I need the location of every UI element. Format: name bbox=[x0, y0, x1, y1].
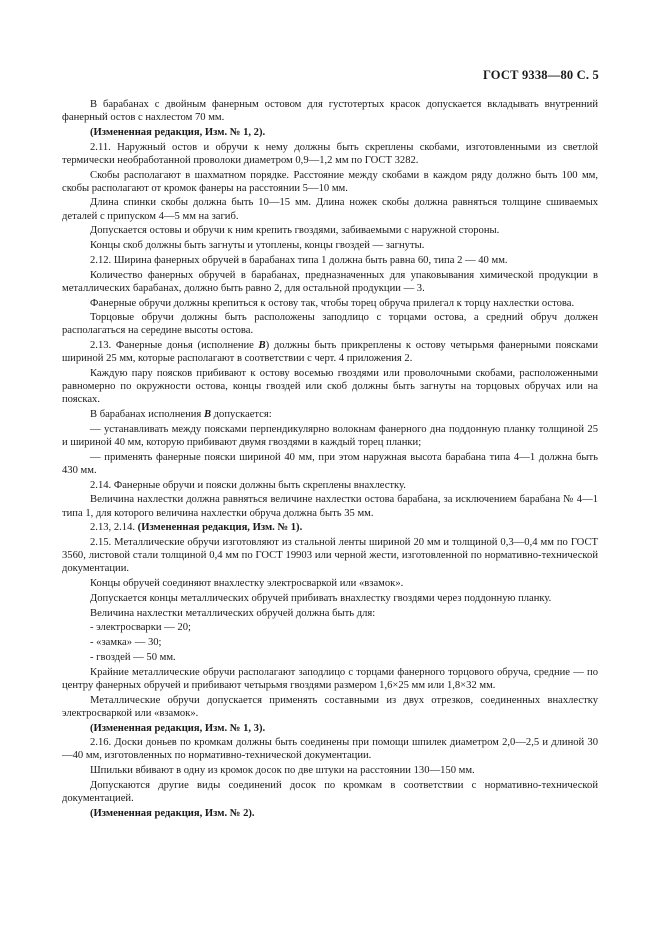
clause-2-14: 2.14. Фанерные обручи и пояски должны быть скреплены внахлестку. bbox=[90, 479, 406, 491]
paragraph: В барабанах с двойным фанерным остовом для густотертых красок допускается вкладывать внутренний фанерный остов с нахлестом 70 мм. bbox=[62, 99, 598, 124]
amendment-note: 2.13, 2.14. (Измененная редакция, Изм. № 1). bbox=[90, 522, 303, 534]
list-item: - «замка» — 30; bbox=[90, 637, 162, 649]
paragraph: Длина спинки скобы должна быть 10—15 мм. Длина ножек скобы должна равняться толщине сшиваемых деталей с припуском 4—5 мм на загиб. bbox=[62, 197, 598, 222]
paragraph: Фанерные обручи должны крепиться к остову так, чтобы торец обруча прилегал к торцу нахлестки остова. bbox=[90, 297, 575, 309]
document-body bbox=[62, 98, 598, 822]
list-item: - электросварки — 20; bbox=[90, 622, 191, 634]
clause-2-16: 2.16. Доски доньев по кромкам должны быть соединены при помощи шпилек диаметром 2,0—2,5 и длиной 30—40 мм, изготовленных по нормативно-технической документации. bbox=[62, 737, 598, 762]
list-item: — устанавливать между поясками перпендикулярно волокнам фанерного дна поддонную планку толщиной 25 и шириной 40 мм, которую прибивают двумя гвоздями в каждый торец планки; bbox=[62, 423, 598, 449]
clause-2-15: 2.15. Металлические обручи изготовляют из стальной ленты шириной 20 мм и толщиной 0,3—0,4 мм по ГОСТ 3560, листовой стали толщиной 0,4 мм по ГОСТ 19903 или черной жести, изготовленной по нормативно-технической документации. bbox=[62, 537, 598, 575]
paragraph: В барабанах исполнения В допускается: bbox=[90, 409, 272, 421]
page-header: ГОСТ 9338—80 С. 5 bbox=[482, 68, 599, 82]
clause-2-13: 2.13. Фанерные донья (исполнение В) должны быть прикреплены к остову четырьмя фанерными поясками шириной 25 мм, которые располагают в соответствии с черт. 4 приложения 2. bbox=[62, 340, 598, 365]
paragraph: Торцовые обручи должны быть расположены заподлицо с торцами остова, а средний обруч должен располагаться на середине высоты остова. bbox=[62, 312, 598, 337]
paragraph: Допускается концы металлических обручей прибивать внахлестку гвоздями через поддонную планку. bbox=[90, 592, 552, 604]
list-item: - гвоздей — 50 мм. bbox=[90, 651, 176, 663]
paragraph: Металлические обручи допускается применять составными из двух отрезков, соединенных внахлестку электросваркой или «взамок». bbox=[62, 694, 598, 719]
paragraph: Допускается остовы и обручи к ним крепить гвоздями, забиваемыми с наружной стороны. bbox=[90, 225, 500, 237]
amendment-note: (Измененная редакция, Изм. № 2). bbox=[90, 807, 255, 819]
paragraph: Шпильки вбивают в одну из кромок досок по две штуки на расстоянии 130—150 мм. bbox=[90, 765, 475, 777]
clause-2-12: 2.12. Ширина фанерных обручей в барабанах типа 1 должна быть равна 60, типа 2 — 40 мм. bbox=[90, 254, 508, 266]
amendment-note: (Измененная редакция, Изм. № 1, 2). bbox=[90, 126, 266, 138]
paragraph: Крайние металлические обручи располагают заподлицо с торцами фанерного торцового обруча, средние — по центру фанерных обручей и прибивают четырьмя гвоздями размером 1,6×25 мм или 1,8×32 мм. bbox=[62, 666, 598, 691]
amendment-note: (Измененная редакция, Изм. № 1, 3). bbox=[90, 722, 266, 734]
clause-2-11: 2.11. Наружный остов и обручи к нему должны быть скреплены скобами, изготовленными из светлой термически необработанной проволоки диаметром 0,9—1,2 мм по ГОСТ 3282. bbox=[62, 141, 598, 166]
paragraph: Количество фанерных обручей в барабанах, предназначенных для упаковывания химической продукции в металлических барабанах, должно быть равно 2, для остальной продукции — 3. bbox=[62, 269, 598, 294]
list-item: — применять фанерные пояски шириной 40 мм, при этом наружная высота барабана типа 4—1 должна быть 430 мм. bbox=[62, 451, 598, 476]
paragraph: Каждую пару поясков прибивают к остову восемью гвоздями или проволочными скобами, расположенными равномерно по окружности остова, концы гвоздей или скоб должны быть загнуты на торцовых обручах или на поясках. bbox=[62, 368, 598, 406]
paragraph: Скобы располагают в шахматном порядке. Расстояние между скобами в каждом ряду должно быть 100 мм, скобы располагают от кромок фанеры на расстоянии 5—10 мм. bbox=[62, 169, 598, 194]
paragraph: Концы скоб должны быть загнуты и утоплены, концы гвоздей — загнуты. bbox=[90, 240, 425, 252]
paragraph: Величина нахлестки должна равняться величине нахлестки остова барабана, за исключением барабана № 4—1 типа 1, для которого величина нахлестки обруча должна быть 35 мм. bbox=[62, 494, 598, 519]
paragraph: Допускаются другие виды соединений досок по кромкам в соответствии с нормативно-технической документацией. bbox=[62, 779, 598, 805]
paragraph: Величина нахлестки металлических обручей должна быть для: bbox=[90, 607, 376, 619]
paragraph: Концы обручей соединяют внахлестку электросваркой или «взамок». bbox=[90, 578, 404, 590]
